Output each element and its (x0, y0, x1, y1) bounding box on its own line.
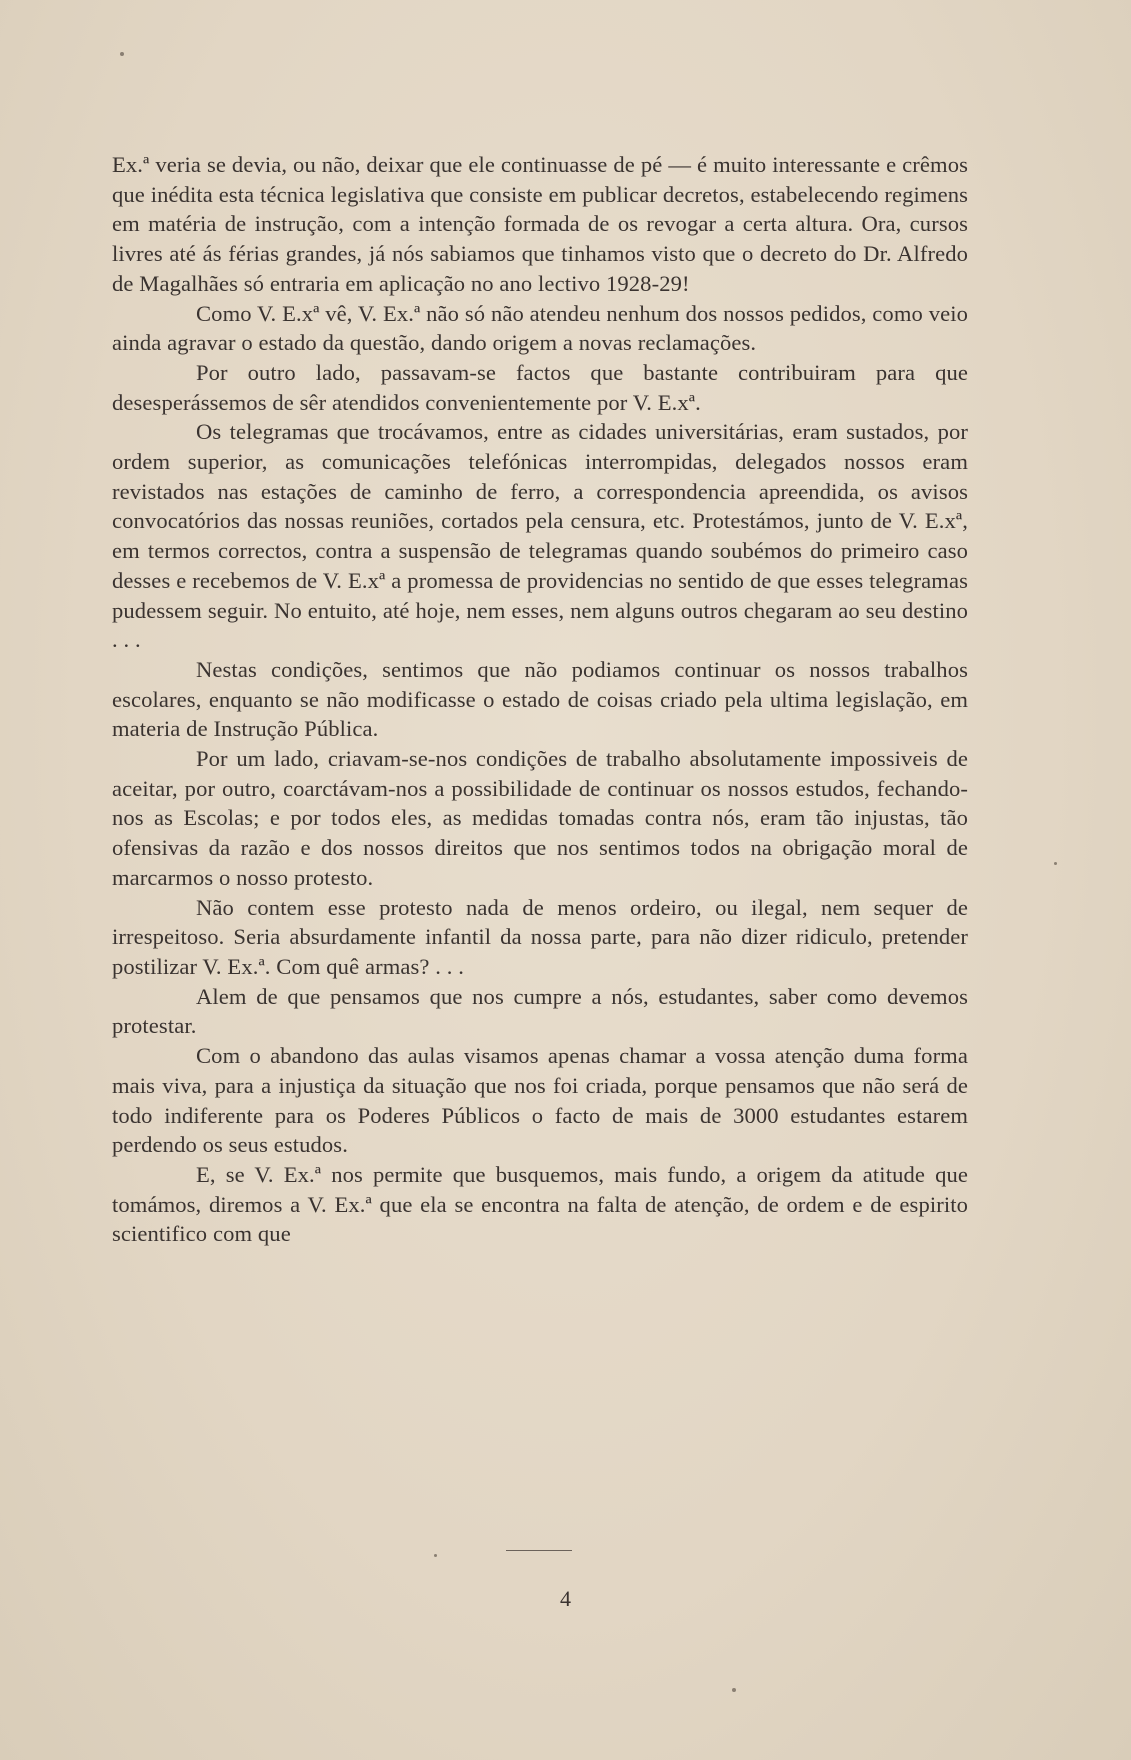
paragraph: Por um lado, criavam-se-nos condições de trabalho absolutamente impossiveis de aceitar, por outro, coarctávam-nos a possibilidade de continuar os nossos estudos, fechando-nos as Escolas; e por todos eles, as medidas tomadas contra nós, eram tão injustas, tão ofensivas da razão e dos nossos direitos que nos sentimos todos na obrigação moral de marcarmos o nosso protesto. (112, 746, 968, 890)
paper-speck (1054, 862, 1057, 865)
paragraph: Com o abandono das aulas visamos apenas chamar a vossa atenção duma forma mais viva, para a injustiça da situação que nos foi criada, porque pensamos que não será de todo indiferente para os Poderes Públicos o facto de mais de 3000 estudantes estarem perdendo os seus estudos. (112, 1043, 968, 1158)
paragraph: Por outro lado, passavam-se factos que bastante contribuiram para que desesperássemos de sêr atendidos convenientemente por V. E.xª. (112, 359, 968, 415)
page-number-rule (506, 1550, 572, 1551)
paragraph: Ex.ª veria se devia, ou não, deixar que ele continuasse de pé — é muito interessante e crêmos que inédita esta técnica legislativa que consiste em publicar decretos, estabelecendo regimens em matéria de instrução, com a intenção formada de os revogar a certa altura. Ora, cursos livres até ás férias grandes, já nós sabiamos que tinhamos visto que o decreto do Dr. Alfredo de Magalhães só entraria em aplicação no ano lectivo 1928-29! (112, 152, 968, 296)
paper-speck (120, 52, 124, 56)
body-text (112, 150, 968, 1249)
paragraph: Como V. E.xª vê, V. Ex.ª não só não atendeu nenhum dos nossos pedidos, como veio ainda agravar o estado da questão, dando origem a novas reclamações. (112, 300, 968, 356)
paragraph: Nestas condições, sentimos que não podiamos continuar os nossos trabalhos escolares, enquanto se não modificasse o estado de coisas criado pela ultima legislação, em materia de Instrução Pública. (112, 656, 968, 742)
page-number: 4 (560, 1586, 571, 1611)
paper-speck (732, 1688, 736, 1692)
paragraph: Os telegramas que trocávamos, entre as cidades universitárias, eram sustados, por ordem superior, as comunicações telefónicas interrompidas, delegados nossos eram revistados nas estações de caminho de ferro, a correspondencia apreendida, os avisos convocatórios das nossas reuniões, cortados pela censura, etc. Protestámos, junto de V. E.xª, em termos correctos, contra a suspensão de telegramas quando soubémos do primeiro caso desses e recebemos de V. E.xª a promessa de providencias no sentido de que esses telegramas pudessem seguir. No entuito, até hoje, nem esses, nem alguns outros chegaram ao seu destino . . . (112, 419, 968, 653)
paragraph: E, se V. Ex.ª nos permite que busquemos, mais fundo, a origem da atitude que tomámos, diremos a V. Ex.ª que ela se encontra na falta de atenção, de ordem e de espirito scientifico com que (112, 1161, 968, 1247)
paragraph: Não contem esse protesto nada de menos ordeiro, ou ilegal, nem sequer de irrespeitoso. Seria absurdamente infantil da nossa parte, para não dizer ridiculo, pretender postilizar V. Ex.ª. Com quê armas? . . . (112, 894, 968, 979)
paragraph: Alem de que pensamos que nos cumpre a nós, estudantes, saber como devemos protestar. (112, 983, 968, 1039)
paper-speck (434, 1554, 437, 1557)
